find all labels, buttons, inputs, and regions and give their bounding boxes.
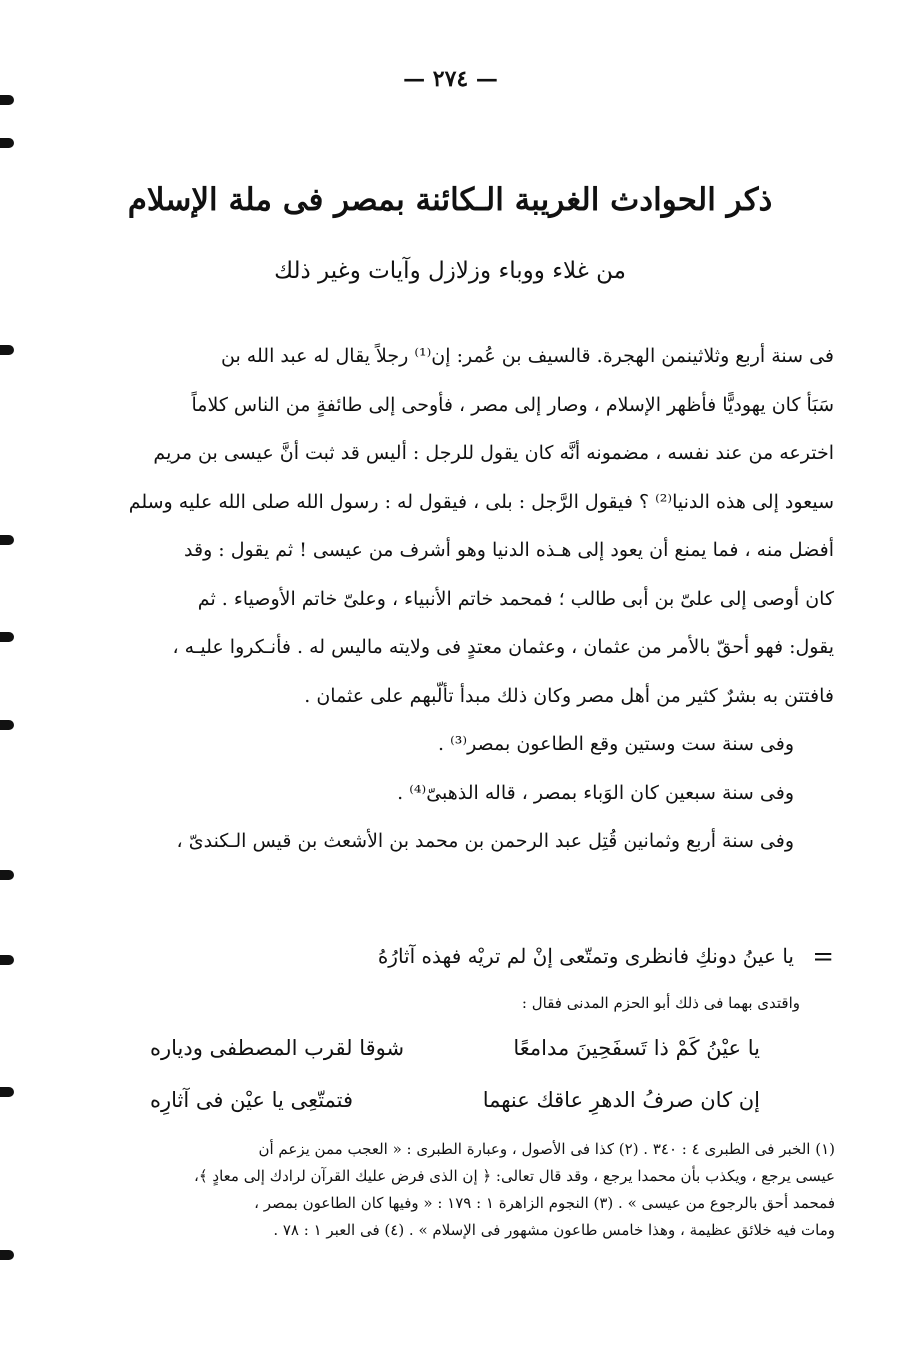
poem-hemistich: فتمتّعِى يا عيْن فى آثارِه (150, 1088, 354, 1112)
poem-intro: واقتدى بهما فى ذلك أبو الحزم المدنى فقال : (521, 994, 800, 1012)
footnotes (60, 1136, 835, 1244)
chapter-title: ذكر الحوادث الغريبة الـكائنة بمصر فى ملة الإسلام (127, 182, 773, 218)
body-line: يقول: فهو أحقّ بالأمر من عثمان ، وعثمان معتدٍ فى ولايته ماليس له . فأنـكروا عليـه ، (172, 636, 834, 658)
margin-mark (0, 1250, 14, 1260)
footnote-line: (١) الخبر فى الطبرى ٤ : ٣٤٠ . (٢) كذا فى الأصول ، وعبارة الطبرى : « العجب ممن يزعم أن (258, 1140, 835, 1158)
margin-mark (0, 955, 14, 965)
page-number: — ٢٧٤ — (403, 66, 498, 92)
footnote-line: فمحمد أحق بالرجوع من عيسى » . (٣) النجوم الزاهرة ١ : ١٧٩ : « وفيها كان الطاعون بمصر ، (254, 1194, 835, 1212)
margin-mark (0, 345, 14, 355)
margin-mark (0, 870, 14, 880)
margin-mark (0, 138, 14, 148)
margin-mark (0, 95, 14, 105)
margin-mark (0, 720, 14, 730)
footnote-line: ومات فيه خلائق عظيمة ، وهذا خامس طاعون مشهور فى الإسلام » . (٤) فى العبر ١ : ٧٨ . (273, 1221, 835, 1239)
poem-hemistich: شوقا لقرب المصطفى ودياره (150, 1036, 405, 1060)
footnote-line: عيسى يرجع ، ويكذب بأن محمدا يرجع ، وقد قال تعالى: ﴿ إن الذى فرض عليك القرآن لرادك إلى معادٍ ﴾، (194, 1167, 835, 1185)
body-line: سيعود إلى هذه الدنيا⁽²⁾ ؟ فيقول الرَّجل : بلى ، فيقول له : رسول الله صلى الله عليه وسلم (128, 490, 834, 513)
poem-hemistich: إن كان صرفُ الدهرِ عاقك عنهما (482, 1088, 760, 1112)
paragraph-plague: وفى سنة ست وستين وقع الطاعون بمصر⁽³⁾ . (438, 733, 794, 755)
margin-mark (0, 535, 14, 545)
body-line: فافتتن به بشرٌ كثير من أهل مصر وكان ذلك مبدأ تألّبهم على عثمان . (304, 684, 834, 707)
body-line: سَبَأ كان يهوديًّا فأظهر الإسلام ، وصار إلى مصر ، فأوحى إلى طائفةٍ من الناس كلاماً (191, 393, 834, 416)
margin-mark (0, 632, 14, 642)
poem-hemistich: يا عيْنُ كَمْ ذا تَسفَحِينَ مدامعًا (513, 1036, 760, 1060)
body-line: أفضل منه ، فما يمنع أن يعود إلى هـذه الدنيا وهو أشرف من عيسى ! ثم يقول : وقد (184, 539, 834, 561)
paragraph-epidemic: وفى سنة سبعين كان الوَباء بمصر ، قاله الذهبىّ⁽⁴⁾ . (397, 781, 794, 804)
body-line: اخترعه من عند نفسه ، مضمونه أنَّه كان يقول للرجل : أليس قد ثبت أنَّ عيسى بن مريم (153, 442, 834, 464)
verse-reference: يا عينُ دونكِ فانظرى وتمتّعى إنْ لم تريْه فهذه آثارُهُ (377, 944, 794, 968)
chapter-subtitle: من غلاء ووباء وزلازل وآيات وغير ذلك (274, 258, 626, 284)
margin-mark (0, 1087, 14, 1097)
body-line: فى سنة أربع وثلاثينمن الهجرة. قالسيف بن عُمر: إن⁽¹⁾ رجلاً يقال له عبد الله بن (221, 345, 834, 367)
body-text (64, 332, 834, 866)
paragraph-killing: وفى سنة أربع وثمانين قُتِل عبد الرحمن بن محمد بن الأشعث بن قيس الـكندىّ ، (176, 830, 794, 852)
continuation-mark: = (812, 942, 834, 972)
body-line: كان أوصى إلى علىّ بن أبى طالب ؛ فمحمد خاتم الأنبياء ، وعلىّ خاتم الأوصياء . ثم (197, 587, 834, 610)
